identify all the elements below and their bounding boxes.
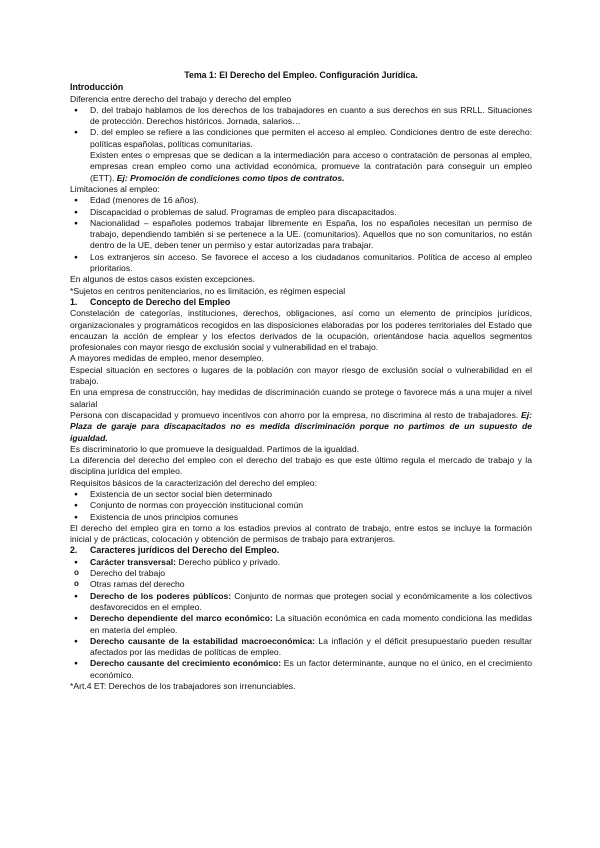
section-title: Concepto de Derecho del Empleo xyxy=(90,296,231,307)
list-item xyxy=(70,658,532,681)
characters-list-continued xyxy=(70,591,532,681)
exceptions-text: En algunos de estos casos existen excepciones. xyxy=(70,274,255,285)
item-text: Derecho público y privado. xyxy=(176,556,281,567)
requisites-list xyxy=(70,489,532,523)
list-item-continuation: Existen entes o empresas que se dedican a la intermediación para acceso o contratación de personas al empleo, empresas crean empleo como una actividad económica, promueve la contratación para conseguir un empleo (ETT). xyxy=(90,150,532,183)
list-item xyxy=(70,127,532,183)
paragraph xyxy=(70,410,532,444)
paragraph: Especial situación en sectores o lugares de la población con mayor riesgo de exclusión social o vulnerabilidad en el trabajo. xyxy=(70,364,532,387)
item-text: Es un factor determinante, aunque no el único, en el crecimiento económico. xyxy=(90,658,532,680)
limits-list xyxy=(70,195,532,274)
example-text: Ej: Plaza de garaje para discapacitados no es medida discriminación porque no partimos de un supuesto de igualdad. xyxy=(70,409,532,443)
item-label: Derecho dependiente del marco económico: xyxy=(90,613,273,624)
document-title: Tema 1: El Derecho del Empleo. Configuración Jurídica. xyxy=(184,70,418,80)
item-label: Carácter transversal: xyxy=(90,556,176,567)
list-item: ● Existencia de unos principios comunes xyxy=(70,512,532,523)
list-item: ● D. del trabajo hablamos de los derechos de los trabajadores en cuanto a sus derechos en sus RRLL. Situaciones de protección. Derechos históricos. Jornada, salarios… xyxy=(70,105,532,128)
paragraph: El derecho del empleo gira en torno a los estadios previos al contrato de trabajo, entre estos se incluye la formación inicial y de prácticas, colocación y obtención de permisos de trabajo para extranjeros. xyxy=(70,522,532,545)
list-item: ● Los extranjeros sin acceso. Se favorece el acceso a los ciudadanos comunitarios. Política de acceso al empleo prioritarios. xyxy=(70,252,532,275)
item-text: Conjunto de normas que protegen social y económicamente a los colectivos desfavorecidos en el empleo. xyxy=(90,590,532,612)
paragraph-text: Persona con discapacidad y promuevo incentivos con ahorro por la empresa, no discrimina al resto de trabajadores. xyxy=(70,409,522,420)
paragraph: A mayores medidas de empleo, menor desempleo. xyxy=(70,353,264,364)
item-text: La situación económica en cada momento condiciona las medidas en materia del empleo. xyxy=(90,613,532,635)
section-number: 1. xyxy=(70,296,78,307)
example-text: Ej: Promoción de condiciones como tipos de contratos. xyxy=(116,172,345,183)
paragraph: Es discriminatorio lo que promueve la desigualdad. Partimos de la igualdad. xyxy=(70,443,360,454)
characters-list xyxy=(70,557,532,568)
intro-subtitle: Diferencia entre derecho del trabajo y derecho del empleo xyxy=(70,93,292,104)
list-item: ● Nacionalidad – españoles podemos trabajar libremente en España, los no españoles necesitan un permiso de trabajo, dependiendo también si se pertenece a la UE. (comunitarios). Aquellos que no son comunitarios, no están dentro de la UE, deben tener un permiso y estar autorizadas para trabajar. xyxy=(70,218,532,252)
section-1-heading xyxy=(70,297,532,308)
list-item: ● Conjunto de normas con proyección institucional común xyxy=(70,500,532,511)
list-item-text: D. del empleo se refiere a las condiciones que permiten el acceso al empleo. Condiciones dentro de este derecho: políticas españolas, políticas comunitarias. xyxy=(90,127,532,149)
requisites-heading: Requisitos básicos de la caracterización del derecho del empleo: xyxy=(70,477,317,488)
footer-note: *Art.4 ET: Derechos de los trabajadores son irrenunciables. xyxy=(70,681,296,692)
list-item xyxy=(70,613,532,636)
list-item xyxy=(70,636,532,659)
section-number: 2. xyxy=(70,545,78,556)
sub-list xyxy=(70,568,532,591)
intro-list xyxy=(70,105,532,184)
prison-note: *Sujetos en centros penitenciarios, no es limitación, es régimen especial xyxy=(70,285,346,296)
sub-list-item: o Derecho del trabajo xyxy=(70,568,532,579)
limits-heading: Limitaciones al empleo: xyxy=(70,183,160,194)
section-2-heading xyxy=(70,545,532,556)
paragraph: Constelación de categorías, instituciones, derechos, obligaciones, así como un elemento de principios jurídicos, organizacionales y programáticos recogidos en las disposiciones elaboradas por los poderes territoriales del Estado que encauzan la acción de emplear y los efectos derivados de la ocupación, orientándose hacia aquellos segmentos profesionales con mayor riesgo de exclusión social y vulnerabilidad en el trabajo. xyxy=(70,308,532,353)
item-label: Derecho causante del crecimiento económico: xyxy=(90,658,282,669)
paragraph: La diferencia del derecho del empleo con el derecho del trabajo es que este último regula el mercado de trabajo y la disciplina jurídica del empleo. xyxy=(70,455,532,477)
list-item: ● Existencia de un sector social bien determinado xyxy=(70,489,532,500)
intro-heading: Introducción xyxy=(70,82,124,93)
item-label: Derecho de los poderes públicos: xyxy=(90,590,232,601)
list-item xyxy=(70,591,532,614)
item-label: Derecho causante de la estabilidad macroeconómica: xyxy=(90,635,315,646)
section-title: Caracteres jurídicos del Derecho del Empleo. xyxy=(90,545,280,556)
paragraph: En una empresa de construcción, hay medidas de discriminación cuando se protege o favorece más a una mujer a nivel salarial xyxy=(70,387,532,409)
list-item: ● Edad (menores de 16 años). xyxy=(70,195,532,206)
sub-list-item: o Otras ramas del derecho xyxy=(70,579,532,590)
list-item: ● Discapacidad o problemas de salud. Programas de empleo para discapacitados. xyxy=(70,207,532,218)
item-text: La inflación y el déficit presupuestario pueden resultar afectados por las medidas de políticas de empleo. xyxy=(90,635,532,658)
list-item xyxy=(70,557,532,568)
